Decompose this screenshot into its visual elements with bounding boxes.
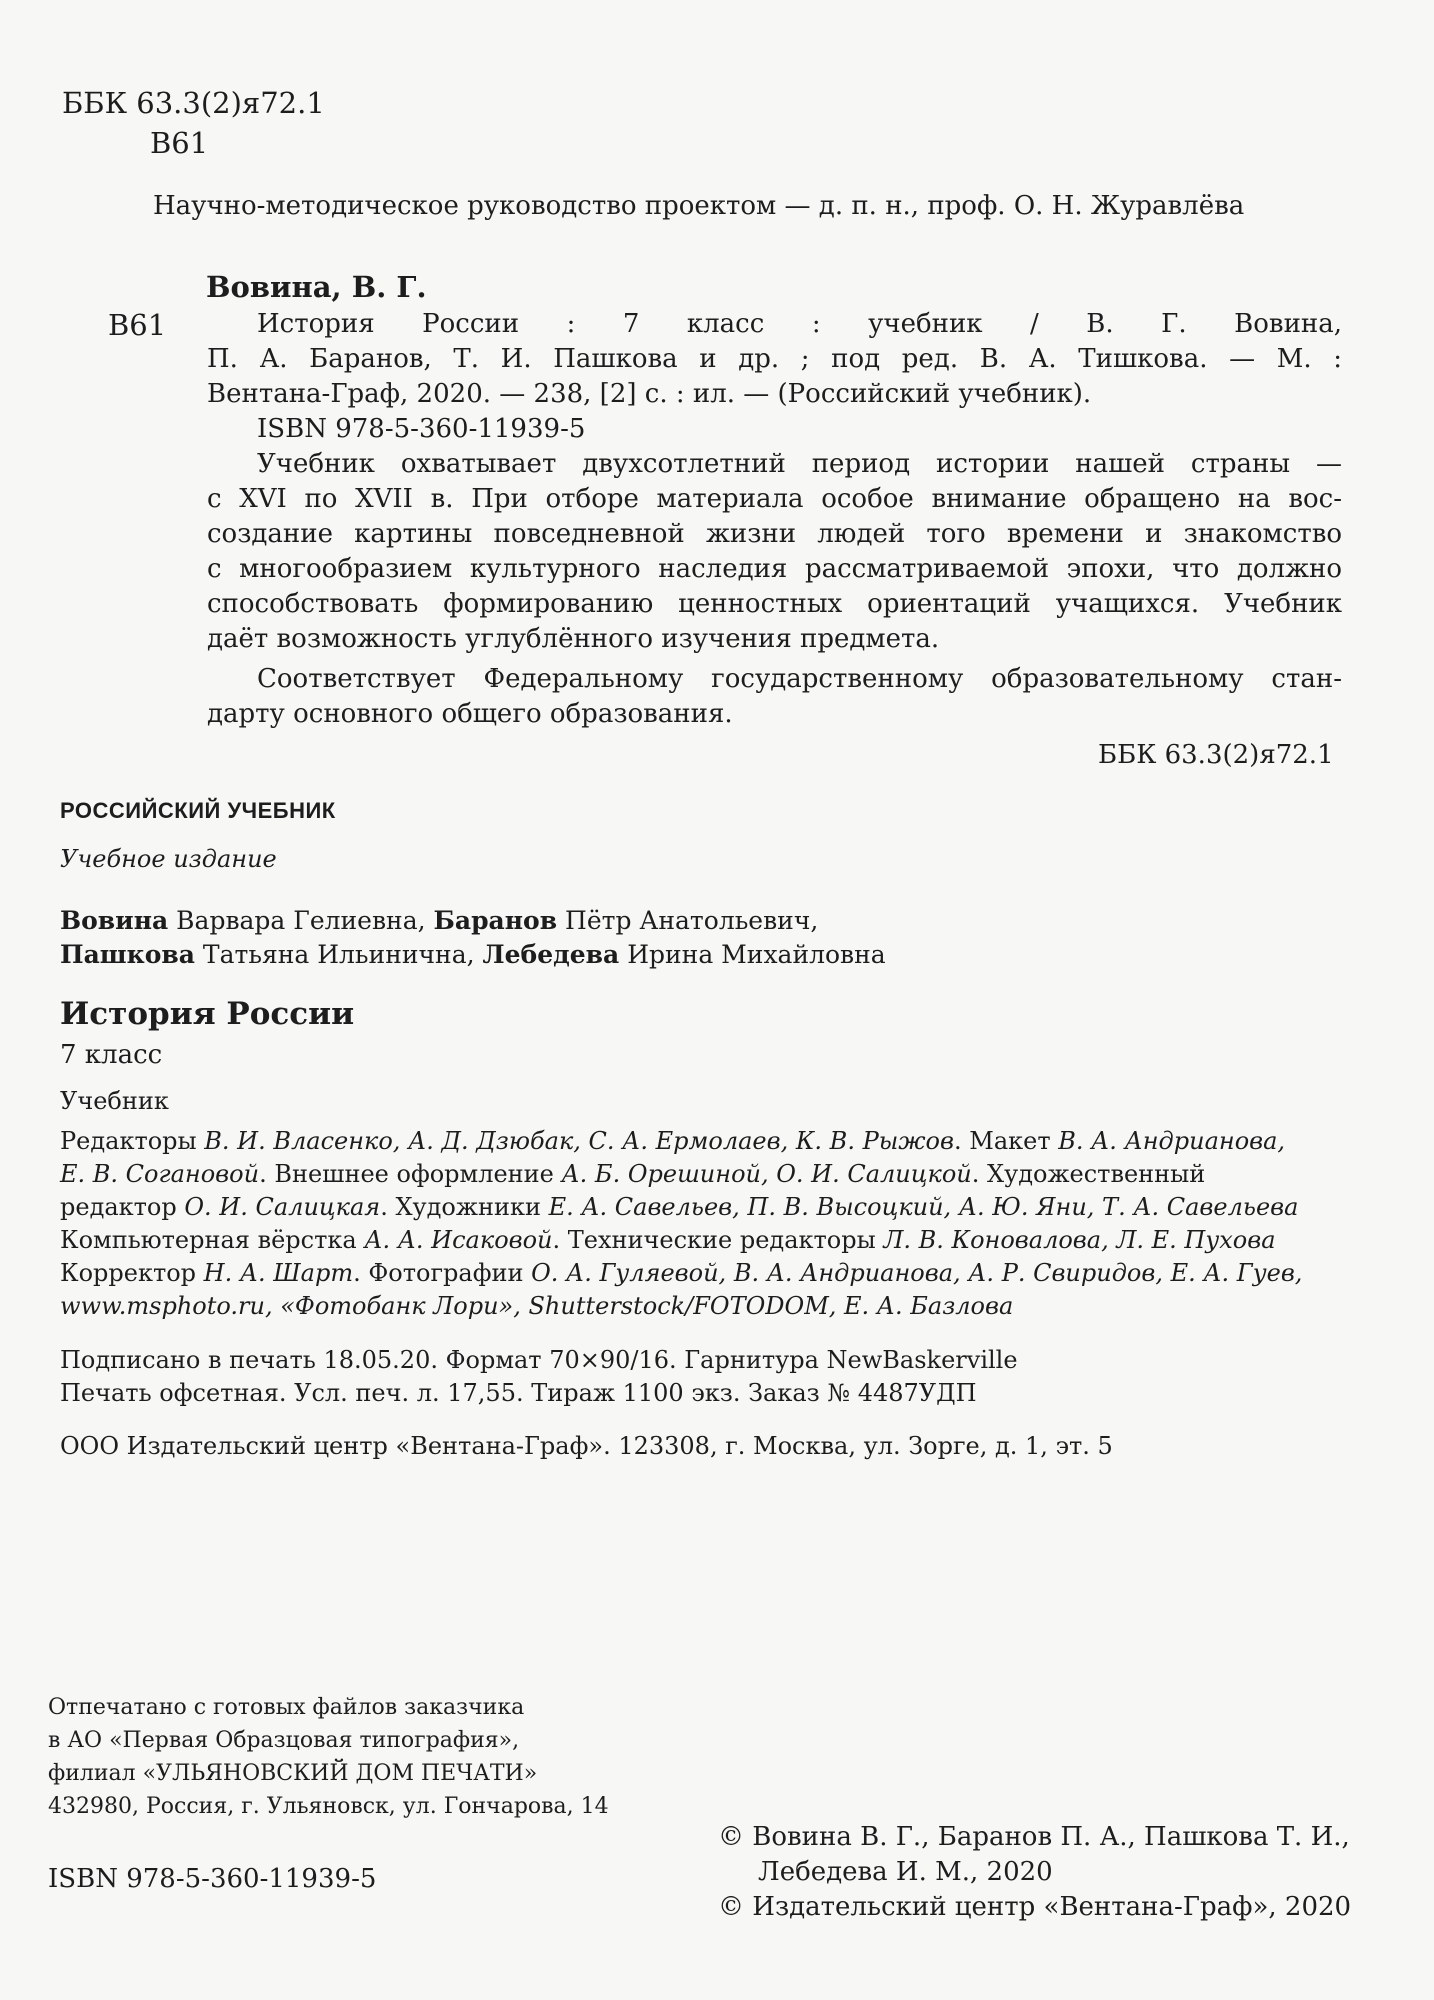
credits-line-1 (60, 1127, 1285, 1155)
annotation-line-6: даёт возможность углублённого изучения предмета. (207, 624, 940, 654)
credit-text: . Внешнее оформление (259, 1160, 562, 1188)
credits-line-4 (60, 1226, 1276, 1254)
credit-names: Е. А. Савельев, П. В. Высоцкий, А. Ю. Яни, Т. А. Савельева (548, 1193, 1299, 1221)
credit-text: . Технические редакторы (552, 1226, 884, 1254)
print-line-2: Печать офсетная. Усл. печ. л. 17,55. Тираж 1100 экз. Заказ № 4487УДП (60, 1379, 977, 1407)
book-type: Учебник (60, 1087, 169, 1115)
printer-line-4: 432980, Россия, г. Ульяновск, ул. Гончарова, 14 (48, 1794, 609, 1819)
series-label: РОССИЙСКИЙ УЧЕБНИК (60, 798, 336, 823)
credit-names: В. А. Андрианова, (1058, 1127, 1286, 1155)
bbk-right: ББК 63.3(2)я72.1 (1098, 740, 1334, 770)
author-surname: Баранов (433, 906, 558, 935)
description-line-1: История России : 7 класс : учебник / В. Г. Вовина, (257, 309, 1342, 339)
edition-type: Учебное издание (60, 845, 277, 873)
credit-names: А. А. Исаковой (364, 1226, 553, 1254)
copyright-line-2: Лебедева И. М., 2020 (758, 1857, 1053, 1887)
credit-text: Компьютерная вёрстка (60, 1226, 365, 1254)
standard-line-1: Соответствует Федеральному государственному образовательному стан- (257, 664, 1342, 694)
author-heading: Вовина, В. Г. (206, 270, 427, 304)
credit-names: Е. В. Согановой (60, 1160, 260, 1188)
author-surname: Вовина (60, 906, 169, 935)
credit-names: О. И. Салицкая (184, 1193, 381, 1221)
credit-text: редактор (60, 1193, 185, 1221)
printer-line-3: филиал «УЛЬЯНОВСКИЙ ДОМ ПЕЧАТИ» (48, 1761, 538, 1786)
author-names: Татьяна Ильинична, (194, 940, 483, 969)
grade: 7 класс (60, 1040, 163, 1070)
credit-names: В. И. Власенко, А. Д. Дзюбак, С. А. Ермолаев, К. В. Рыжов (204, 1127, 954, 1155)
author-surname: Пашкова (60, 940, 195, 969)
credit-text: . Фотографии (353, 1259, 532, 1287)
description-line-3: Вентана-Граф, 2020. — 238, [2] с. : ил. — (Российский учебник). (207, 379, 1092, 409)
supervision-line: Научно-методическое руководство проектом — д. п. н., проф. О. Н. Журавлёва (153, 191, 1245, 221)
author-names: Пётр Анатольевич, (557, 906, 819, 935)
catalog-mark: В61 (108, 308, 167, 342)
credits-line-2 (60, 1160, 1205, 1188)
credit-names: www.msphoto.ru, «Фотобанк Лори», Shutterstock/FOTODOM, Е. А. Базлова (60, 1292, 1014, 1320)
author-names: Ирина Михайловна (619, 940, 886, 969)
bbk-code: ББК 63.3(2)я72.1 (62, 86, 325, 120)
author-surname: Лебедева (482, 940, 620, 969)
credit-names: Н. А. Шарт (203, 1259, 354, 1287)
publisher-address: ООО Издательский центр «Вентана-Граф». 123308, г. Москва, ул. Зорге, д. 1, эт. 5 (60, 1432, 1113, 1460)
book-title: История России (60, 996, 355, 1032)
copyright-line-3: © Издательский центр «Вентана-Граф», 2020 (718, 1892, 1352, 1922)
standard-line-2: дарту основного общего образования. (207, 699, 733, 729)
printer-line-1: Отпечатано с готовых файлов заказчика (48, 1695, 525, 1720)
print-line-1: Подписано в печать 18.05.20. Формат 70×90/16. Гарнитура NewBaskerville (60, 1346, 1018, 1374)
author-names: Варвара Гелиевна, (168, 906, 434, 935)
footer-isbn: ISBN 978-5-360-11939-5 (48, 1864, 377, 1894)
credit-names: А. Б. Орешиной, О. И. Салицкой (561, 1160, 972, 1188)
credit-text: Корректор (60, 1259, 204, 1287)
annotation-line-3: создание картины повседневной жизни людей того времени и знакомство (207, 519, 1342, 549)
authors-line-2 (60, 940, 886, 969)
authors-line-1 (60, 906, 818, 935)
card-isbn: ISBN 978-5-360-11939-5 (257, 414, 586, 444)
description-line-2: П. А. Баранов, Т. И. Пашкова и др. ; под ред. В. А. Тишкова. — М. : (207, 344, 1342, 374)
annotation-line-5: способствовать формированию ценностных ориентаций учащихся. Учебник (207, 589, 1342, 619)
credit-text: . Художники (380, 1193, 549, 1221)
credit-text: Редакторы (60, 1127, 205, 1155)
author-mark: В61 (150, 126, 209, 160)
printer-line-2: в АО «Первая Образцовая типография», (48, 1728, 520, 1753)
annotation-line-1: Учебник охватывает двухсотлетний период истории нашей страны — (257, 449, 1342, 479)
credits-line-5 (60, 1259, 1302, 1287)
credit-text: . Художественный (971, 1160, 1206, 1188)
credits-line-6 (60, 1292, 1013, 1320)
credit-names: Л. В. Коновалова, Л. Е. Пухова (883, 1226, 1276, 1254)
annotation-line-4: с многообразием культурного наследия рассматриваемой эпохи, что должно (207, 554, 1342, 584)
copyright-line-1: © Вовина В. Г., Баранов П. А., Пашкова Т. И., (718, 1822, 1350, 1852)
credit-text: . Макет (953, 1127, 1059, 1155)
credit-names: О. А. Гуляевой, В. А. Андрианова, А. Р. Свиридов, Е. А. Гуев, (531, 1259, 1303, 1287)
credits-line-3 (60, 1193, 1298, 1221)
annotation-line-2: с XVI по XVII в. При отборе материала особое внимание обращено на вос- (207, 484, 1342, 514)
